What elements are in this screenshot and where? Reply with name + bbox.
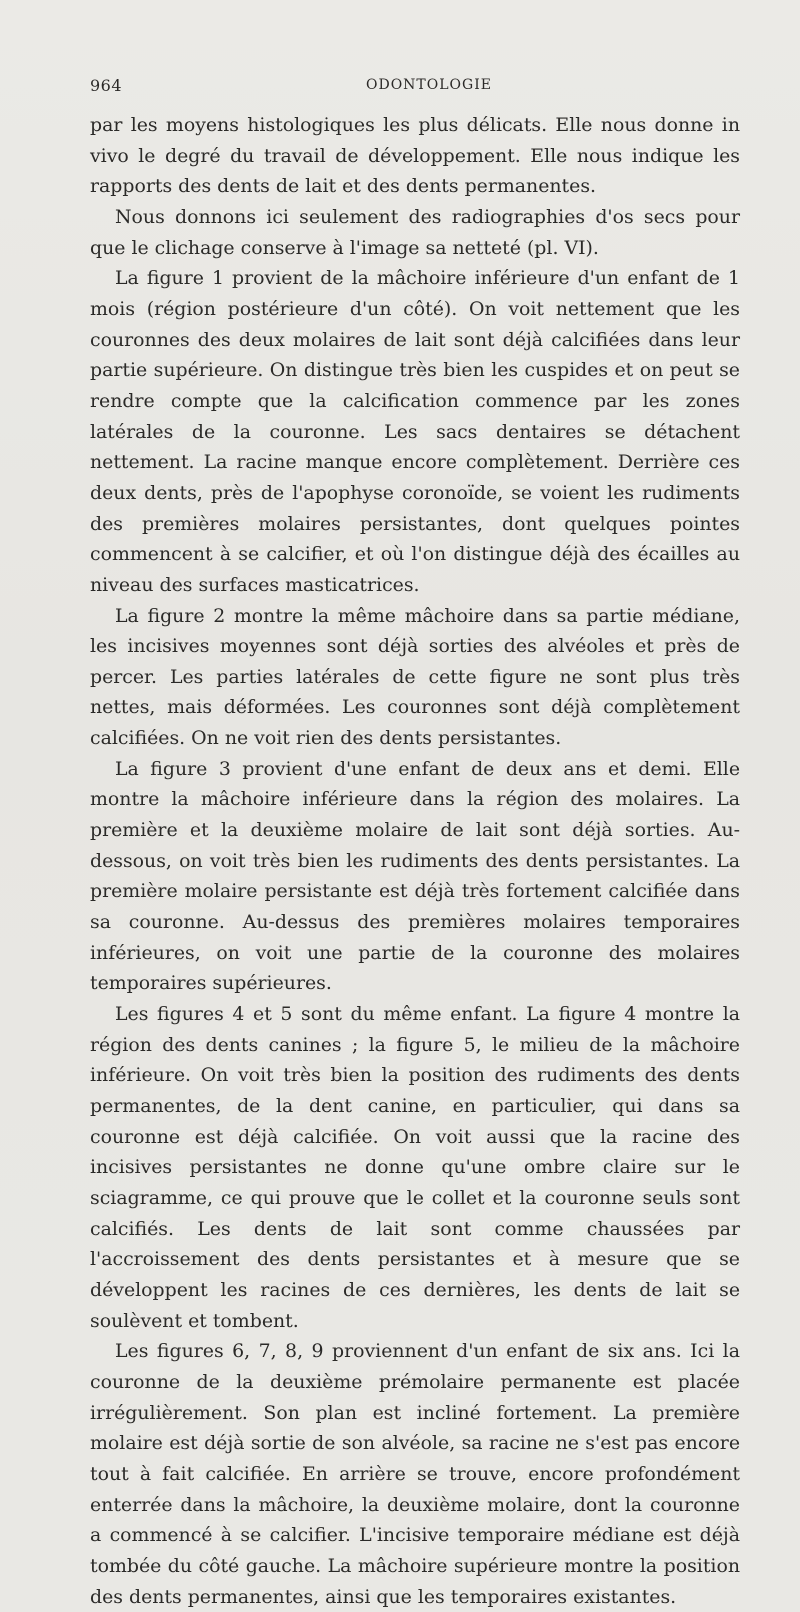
paragraph: La figure 3 provient d'une enfant de deux ans et demi. Elle montre la mâchoire inférieure dans la région des molaires. La première et la deuxième molaire de lait sont déjà sorties. Au-dessous, on voit très bien les rudiments des dents persistantes. La première molaire persistante est déjà très fortement calcifiée dans sa couronne. Au-dessus des premières molaires temporaires inférieures, on voit une partie de la couronne des molaires temporaires supérieures. [90,757,740,995]
paragraph: Les figures 4 et 5 sont du même enfant. La figure 4 montre la région des dents canines ; la figure 5, le milieu de la mâchoire inférieure. On voit très bien la position des rudiments des dents permanentes, de la dent canine, en particulier, qui dans sa couronne est déjà calcifiée. On voit aussi que la racine des incisives persistantes ne donne qu'une ombre claire sur le sciagramme, ce qui prouve que le collet et la couronne seuls sont calcifiés. Les dents de lait sont comme chaussées par l'accroissement des dents persistantes et à mesure que se développent les racines de ces dernières, les dents de lait se soulèvent et tombent. [90,1003,740,1332]
paragraph: Les figures 6, 7, 8, 9 proviennent d'un enfant de six ans. Ici la couronne de la deuxième prémolaire permanente est placée irrégulièrement. Son plan est incliné fortement. La première molaire est déjà sortie de son alvéole, sa racine ne s'est pas encore tout à fait calcifiée. En arrière se trouve, encore profondément enterrée dans la mâchoire, la deuxième molaire, dont la couronne a commencé à se calcifier. L'incisive temporaire médiane est déjà tombée du côté gauche. La mâchoire supérieure montre la position des dents permanentes, ainsi que les temporaires existantes. [90,1340,740,1608]
page-number: 964 [90,76,123,95]
paragraph: par les moyens histologiques les plus délicats. Elle nous donne in vivo le degré du travail de développement. Elle nous indique les rapports des dents de lait et des dents permanentes. [90,114,740,198]
paragraph: Nous donnons ici seulement des radiographies d'os secs pour que le clichage conserve à l'image sa netteté (pl. VI). [90,205,740,259]
body-text [90,110,740,1612]
running-title: ODONTOLOGIE [366,77,492,93]
page-header [90,76,736,98]
paragraph: La figure 1 provient de la mâchoire inférieure d'un enfant de 1 mois (région postérieure d'un côté). On voit nettement que les couronnes des deux molaires de lait sont déjà calcifiées dans leur partie supérieure. On distingue très bien les cuspides et on peut se rendre compte que la calcification commence par les zones latérales de la couronne. Les sacs dentaires se détachent nettement. La racine manque encore complètement. Derrière ces deux dents, près de l'apophyse coronoïde, se voient les rudiments des premières molaires persistantes, dont quelques pointes commencent à se calcifier, et où l'on distingue déjà des écailles au niveau des surfaces masticatrices. [90,267,740,596]
paragraph: La figure 2 montre la même mâchoire dans sa partie médiane, les incisives moyennes sont déjà sorties des alvéoles et près de percer. Les parties latérales de cette figure ne sont plus très nettes, mais déformées. Les couronnes sont déjà complètement calcifiées. On ne voit rien des dents persistantes. [90,604,740,750]
